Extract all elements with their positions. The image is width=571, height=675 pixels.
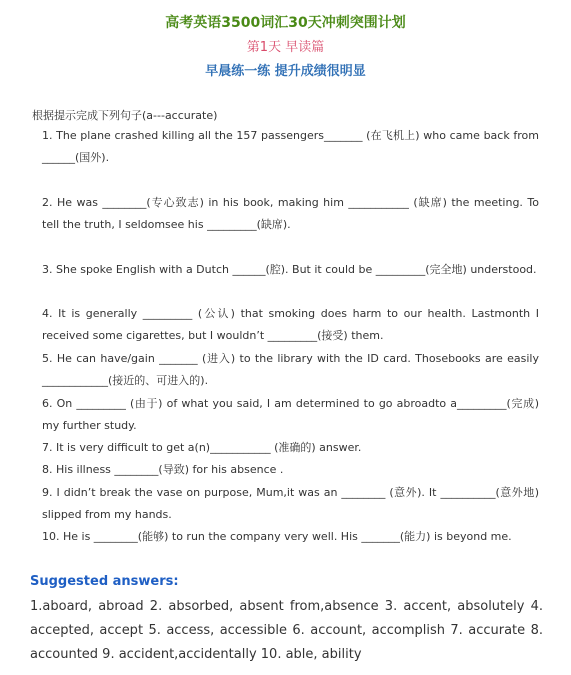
question-3: 3. She spoke English with a Dutch ______(腔). But it could be _________(完全地) understood.: [42, 263, 537, 276]
answers-text: 1.aboard, abroad 2. absorbed, absent from,absence 3. accent, absolutely 4. accepted, accept 5. access, accessible 6. account, accomplish 7. accurate 8. accounted 9. accident,accidentally 10. able, ability: [30, 599, 543, 662]
question-9: 9. I didn’t break the vase on purpose, Mum,it was an ________ (意外). It __________(意外地) slipped from my hands.: [42, 486, 539, 521]
question-5: 5. He can have/gain _______ (进入) to the library with the ID card. Thosebooks are easily ____________(接近的、可进入的).: [42, 352, 539, 387]
question-4: 4. It is generally _________ (公认) that smoking does harm to our health. Lastmonth I received some cigarettes, but I wouldn’t _________(接受) them.: [42, 307, 539, 342]
slogan: 早晨练一练 提升成绩很明显: [205, 64, 366, 79]
question-7: 7. It is very difficult to get a(n)___________ (准确的) answer.: [42, 441, 362, 454]
day-subtitle: 第1天 早读篇: [246, 40, 325, 55]
page-title: 高考英语3500词汇30天冲刺突围计划: [165, 15, 406, 31]
answers-heading: Suggested answers:: [30, 574, 179, 589]
question-6: 6. On _________ (由于) of what you said, I am determined to go abroadto a_________(完成) my further study.: [42, 397, 539, 432]
question-2: 2. He was ________(专心致志) in his book, making him ___________ (缺席) the meeting. To tell the truth, I seldomsee his _________(缺席).: [42, 196, 539, 231]
question-1: 1. The plane crashed killing all the 157 passengers_______ (在飞机上) who came back from ______(国外).: [42, 129, 539, 164]
question-10: 10. He is ________(能够) to run the company very well. His _______(能力) is beyond me.: [42, 530, 512, 543]
exercise-instruction: 根据提示完成下列句子(a---accurate): [32, 109, 218, 122]
question-8: 8. His illness ________(导致) for his absence .: [42, 463, 284, 476]
